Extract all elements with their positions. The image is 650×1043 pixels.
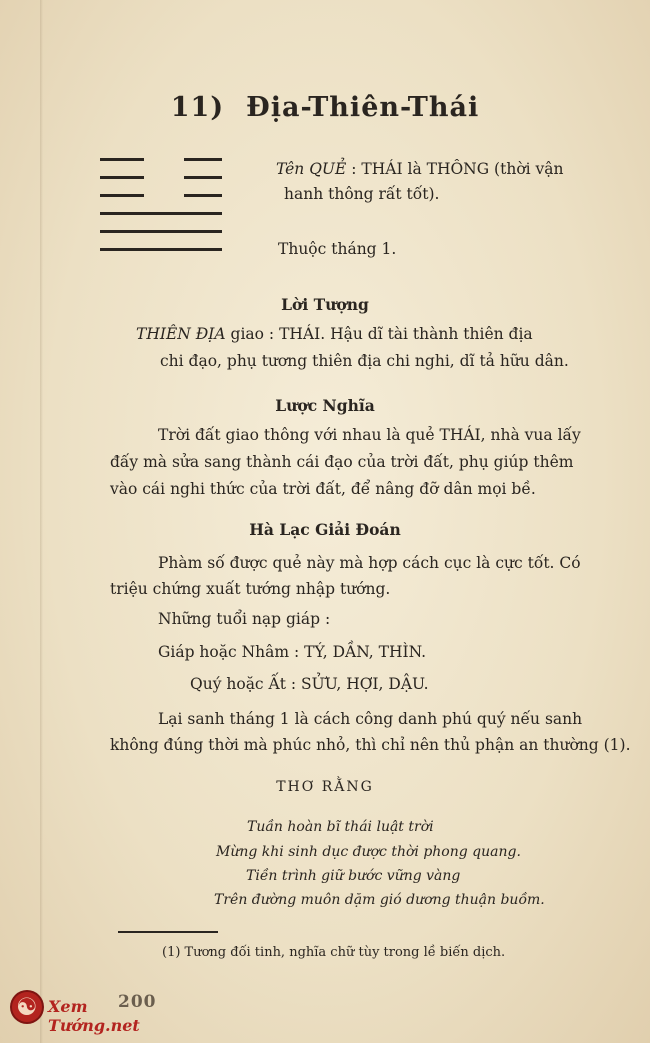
hexagram-line-solid: [100, 230, 222, 233]
ha-lac-line: Những tuổi nạp giáp :: [158, 610, 331, 628]
footnote-separator: [118, 931, 218, 933]
ten-que-line2: hanh thông rất tốt).: [284, 185, 440, 203]
loi-tuong-heading: Lời Tượng: [281, 295, 369, 314]
luoc-nghia-line: đấy mà sửa sang thành cái đạo của trời đất, phụ giúp thêm: [110, 453, 574, 471]
tho-heading: THƠ RẰNG: [276, 779, 374, 795]
ha-lac-line: không đúng thời mà phúc nhỏ, thì chỉ nên thủ phận an thường (1).: [110, 736, 631, 754]
poem-line: Mừng khi sinh dục được thời phong quang.: [216, 844, 521, 860]
hexagram-line-broken: [100, 194, 222, 197]
hexagram-figure: [100, 158, 222, 266]
site-logo[interactable]: [10, 990, 170, 1035]
ha-lac-line: Lại sanh tháng 1 là cách công danh phú quý nếu sanh: [158, 710, 583, 728]
chapter-number: 11): [170, 92, 225, 123]
hexagram-line-solid: [100, 212, 222, 215]
ha-lac-line: Phàm số được quẻ này mà hợp cách cục là cực tốt. Có: [158, 554, 581, 572]
poem-line: Tuần hoàn bĩ thái luật trời: [247, 819, 434, 835]
ten-que-text: : THÁI là THÔNG (thời vận: [351, 160, 564, 178]
chapter-title: [0, 92, 650, 123]
ha-lac-heading: Hà Lạc Giải Đoán: [249, 520, 401, 539]
ha-lac-line: Quý hoặc Ất : SỬU, HỢI, DẬU.: [190, 675, 429, 693]
hexagram-line-broken: [100, 176, 222, 179]
ten-que-line1: [276, 162, 564, 178]
luoc-nghia-line: Trời đất giao thông với nhau là quẻ THÁI, nhà vua lấy: [158, 426, 581, 444]
chapter-name: Địa-Thiên-Thái: [246, 92, 480, 123]
hexagram-line-broken: [100, 158, 222, 161]
luoc-nghia-line: vào cái nghi thức của trời đất, để nâng đỡ dân mọi bề.: [110, 480, 536, 498]
loi-tuong-line1: [136, 327, 533, 343]
ha-lac-line: triệu chứng xuất tướng nhập tướng.: [110, 580, 391, 598]
hexagram-line-solid: [100, 248, 222, 251]
thuoc-thang: Thuộc tháng 1.: [278, 240, 397, 258]
footnote: (1) Tương đối tinh, nghĩa chữ tùy trong lề biến dịch.: [162, 945, 506, 960]
poem-line: Trên đường muôn dặm gió dương thuận buồm.: [214, 892, 545, 908]
yin-yang-icon: [12, 992, 42, 1022]
loi-tuong-line2: chi đạo, phụ tương thiên địa chi nghi, dĩ tả hữu dân.: [160, 352, 569, 370]
page-number: 200: [118, 992, 157, 1012]
logo-text: Xem Tướng.net: [48, 997, 140, 1035]
ha-lac-line: Giáp hoặc Nhâm : TÝ, DẦN, THÌN.: [158, 643, 427, 661]
poem-line: Tiền trình giữ bước vững vàng: [246, 868, 461, 884]
loi-tuong-lead: THIÊN ĐỊA: [136, 325, 226, 343]
loi-tuong-text: giao : THÁI. Hậu dĩ tài thành thiên địa: [230, 325, 533, 343]
ten-que-label: Tên QUẺ: [276, 160, 347, 178]
luoc-nghia-heading: Lược Nghĩa: [275, 396, 375, 415]
